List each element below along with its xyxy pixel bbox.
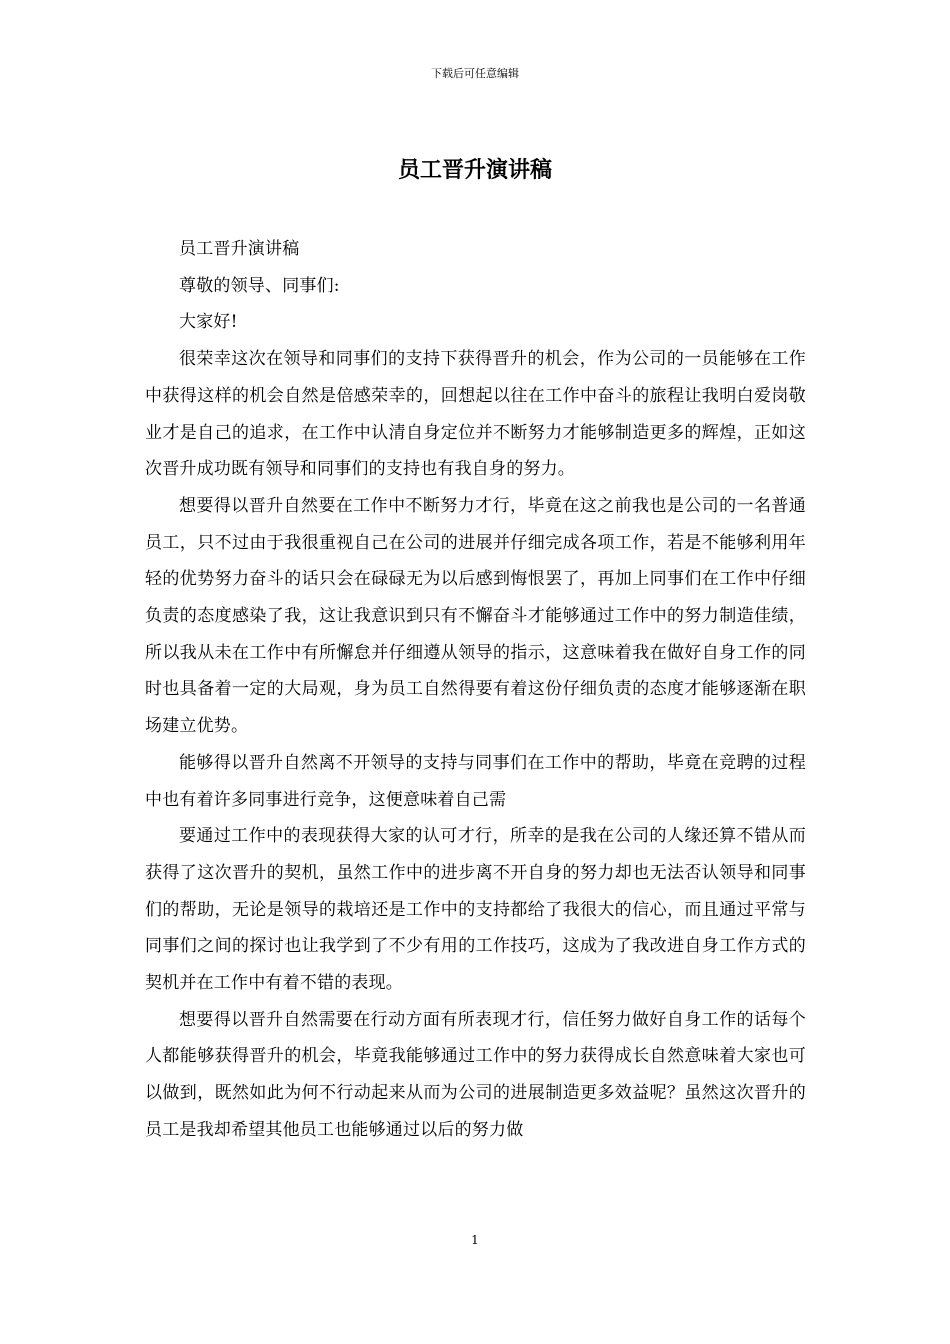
document-title: 员工晋升演讲稿 (397, 157, 552, 183)
paragraph-speech-heading: 员工晋升演讲稿 (179, 239, 300, 259)
paragraph-body: 很荣幸这次在领导和同事们的支持下获得晋升的机会，作为公司的一员能够在工作中获得这样的机会自然是倍感荣幸的，回想起以往在工作中奋斗的旅程让我明白爱岗敬业才是自己的追求，在工作中认清自身定位并不断努力才能够制造更多的辉煌，正如这次晋升成功既有领导和同事们的支持也有我自身的努力。 (145, 349, 806, 480)
paragraph-salutation: 尊敬的领导、同事们: (179, 275, 340, 296)
paragraph-greeting: 大家好! (179, 312, 238, 333)
paragraph-body: 想要得以晋升自然要在工作中不断努力才行，毕竟在这之前我也是公司的一名普通员工，只不过由于我很重视自己在公司的进展并仔细完成各项工作，若是不能够利用年轻的优势努力奋斗的话只会在碌碌无为以后感到悔恨罢了，再加上同事们在工作中仔细负责的态度感染了我，这让我意识到只有不懈奋斗才能够通过工作中的努力制造佳绩，所以我从未在工作中有所懈怠并仔细遵从领导的指示，这意味着我在做好自身工作的同时也具备着一定的大局观，身为员工自然得要有着这份仔细负责的态度才能够逐渐在职场建立优势。 (145, 495, 806, 737)
paragraph-body: 想要得以晋升自然需要在行动方面有所表现才行，信任努力做好自身工作的话每个人都能够获得晋升的机会，毕竟我能够通过工作中的努力获得成长自然意味着大家也可以做到，既然如此为何不行动起来从而为公司的进展制造更多效益呢？虽然这次晋升的员工是我却希望其他员工也能够通过以后的努力做 (145, 1009, 806, 1140)
page-header-note: 下载后可任意编辑 (431, 67, 519, 80)
page-number: 1 (471, 1233, 479, 1247)
paragraph-body: 能够得以晋升自然离不开领导的支持与同事们在工作中的帮助，毕竟在竞聘的过程中也有着许多同事进行竞争，这便意味着自己需 (145, 752, 806, 810)
paragraph-body: 要通过工作中的表现获得大家的认可才行，所幸的是我在公司的人缘还算不错从而获得了这次晋升的契机，虽然工作中的进步离不开自身的努力却也无法否认领导和同事们的帮助，无论是领导的栽培还是工作中的支持都给了我很大的信心，而且通过平常与同事们之间的探讨也让我学到了不少有用的工作技巧，这成为了我改进自身工作方式的契机并在工作中有着不错的表现。 (145, 826, 806, 994)
document-body (145, 231, 806, 1149)
